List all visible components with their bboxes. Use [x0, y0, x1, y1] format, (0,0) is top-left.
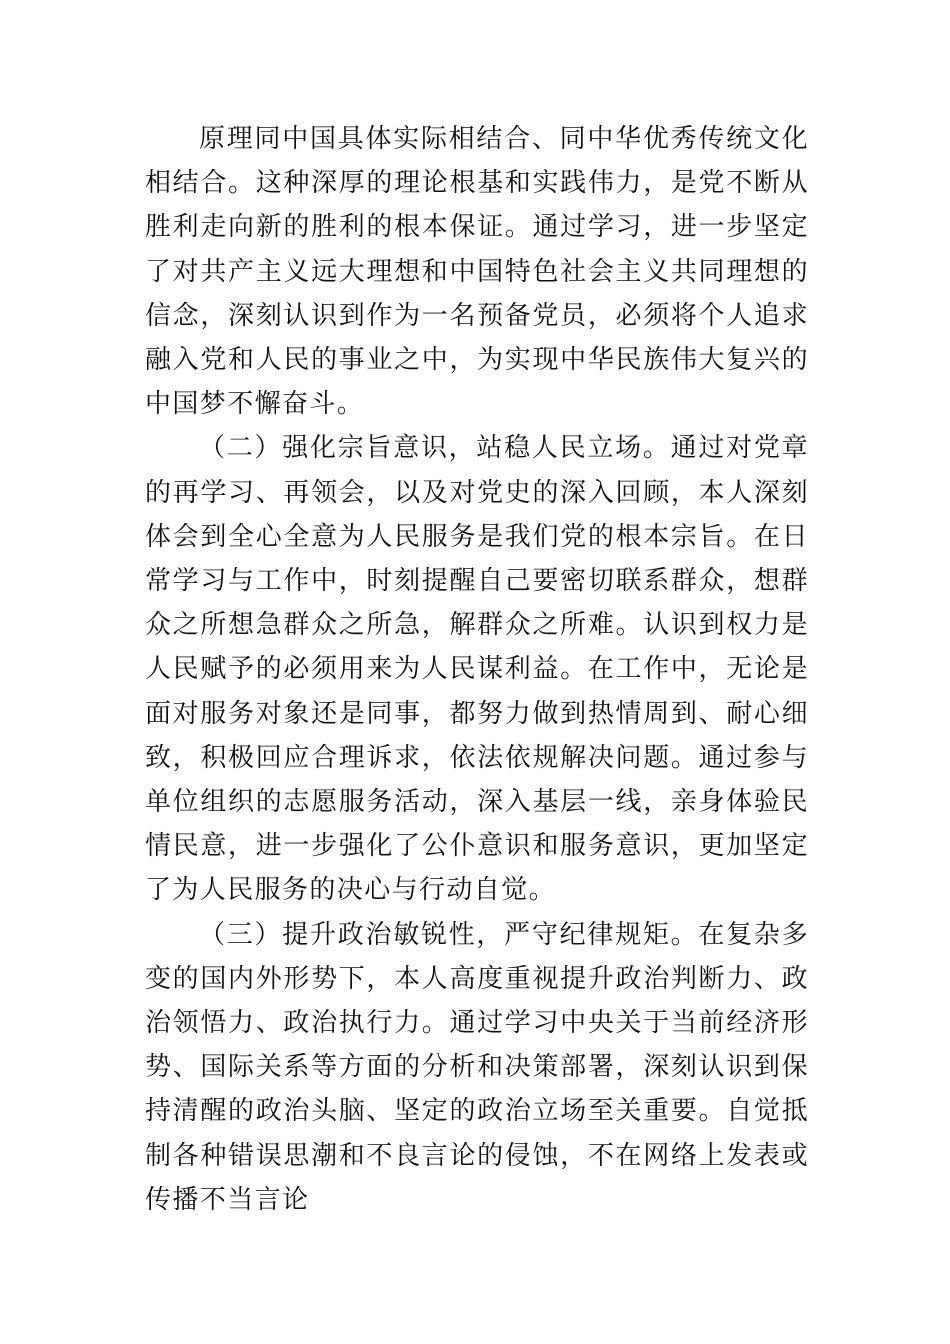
- paragraph-continuation: 原理同中国具体实际相结合、同中华优秀传统文化相结合。这种深厚的理论根基和实践伟力，是党不断从胜利走向新的胜利的根本保证。通过学习，进一步坚定了对共产主义远大理想和中国特色社会主义共同理想的信念，深刻认识到作为一名预备党员，必须将个人追求融入党和人民的事业之中，为实现中华民族伟大复兴的中国梦不懈奋斗。: [145, 124, 809, 420]
- paragraph-section-3: （三）提升政治敏锐性，严守纪律规矩。在复杂多变的国内外形势下，本人高度重视提升政治判断力、政治领悟力、政治执行力。通过学习中央关于当前经济形势、国际关系等方面的分析和决策部署，深刻认识到保持清醒的政治头脑、坚定的政治立场至关重要。自觉抵制各种错误思潮和不良言论的侵蚀，不在网络上发表或传播不当言论: [145, 919, 809, 1215]
- document-body: [145, 117, 809, 1222]
- paragraph-section-2: （二）强化宗旨意识，站稳人民立场。通过对党章的再学习、再领会，以及对党史的深入回顾，本人深刻体会到全心全意为人民服务是我们党的根本宗旨。在日常学习与工作中，时刻提醒自己要密切联系群众，想群众之所想急群众之所急，解群众之所难。认识到权力是人民赋予的必须用来为人民谋利益。在工作中，无论是面对服务对象还是同事，都努力做到热情周到、耐心细致，积极回应合理诉求，依法依规解决问题。通过参与单位组织的志愿服务活动，深入基层一线，亲身体验民情民意，进一步强化了公仆意识和服务意识，更加坚定了为人民服务的决心与行动自觉。: [145, 433, 809, 906]
